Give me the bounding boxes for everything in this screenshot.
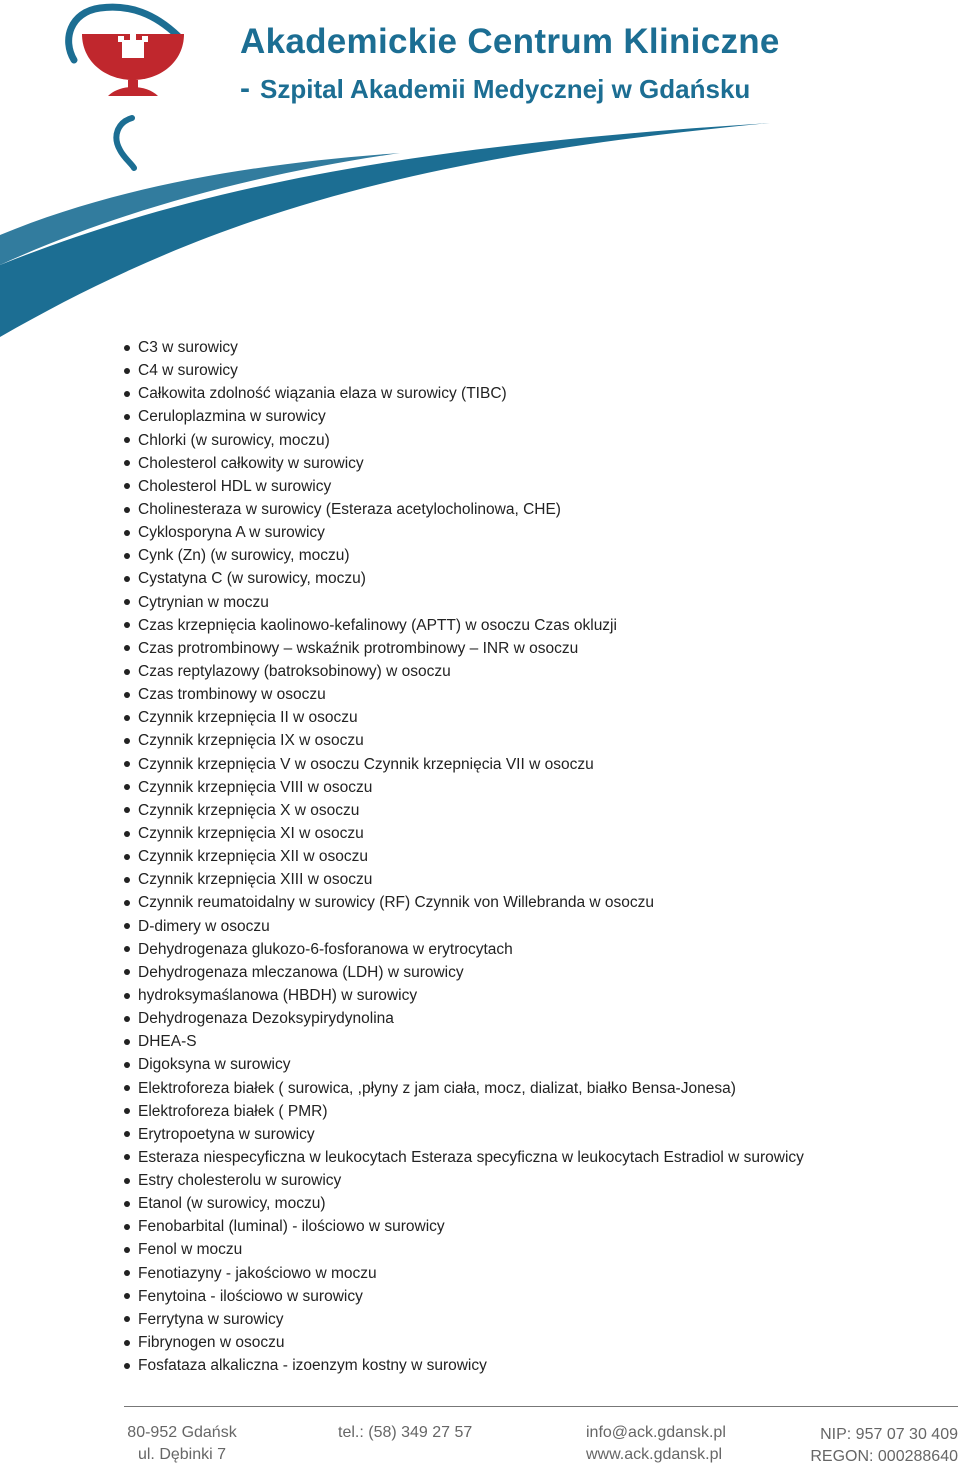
bullet-dot-icon <box>124 738 130 744</box>
list-item <box>124 1331 804 1354</box>
bullet-dot-icon <box>124 345 130 351</box>
list-item-text: Czynnik krzepnięcia II w osoczu <box>138 709 358 727</box>
bullet-dot-icon <box>124 645 130 651</box>
footer-email-link[interactable]: info@ack.gdansk.pl <box>586 1424 726 1441</box>
list-item-text: Czynnik reumatoidalny w surowicy (RF) Czynnik von Willebranda w osoczu <box>138 894 654 912</box>
list-item-text: Fenobarbital (luminal) - ilościowo w surowicy <box>138 1218 445 1236</box>
list-item-text: Chlorki (w surowicy, moczu) <box>138 431 330 449</box>
list-item <box>124 1030 804 1053</box>
bullet-dot-icon <box>124 414 130 420</box>
bullet-dot-icon <box>124 1340 130 1346</box>
list-item <box>124 1100 804 1123</box>
bullet-dot-icon <box>124 1363 130 1369</box>
list-item <box>124 567 804 590</box>
list-item-text: Fosfataza alkaliczna - izoenzym kostny w surowicy <box>138 1357 487 1375</box>
footer-divider <box>124 1406 958 1407</box>
list-item-text: Cholinesteraza w surowicy (Esteraza acetylocholinowa, CHE) <box>138 500 561 518</box>
list-item <box>124 591 804 614</box>
list-item-text: Cholesterol HDL w surowicy <box>138 477 332 495</box>
list-item-text: C4 w surowicy <box>138 362 238 380</box>
list-item-text: Czynnik krzepnięcia XII w osoczu <box>138 848 369 866</box>
list-item <box>124 614 804 637</box>
list-item-text: Czynnik krzepnięcia XIII w osoczu <box>138 871 373 889</box>
list-item <box>124 405 804 428</box>
list-item <box>124 729 804 752</box>
footer-postal: 80-952 Gdańsk <box>127 1424 237 1441</box>
list-item <box>124 1238 804 1261</box>
list-item <box>124 336 804 359</box>
bullet-dot-icon <box>124 437 130 443</box>
list-item <box>124 475 804 498</box>
list-item <box>124 359 804 382</box>
footer-phone-text: tel.: (58) 349 27 57 <box>338 1424 473 1441</box>
list-item-text: Ceruloplazmina w surowicy <box>138 408 326 426</box>
subtitle-dash: - <box>240 72 250 105</box>
list-item <box>124 799 804 822</box>
list-item-text: Czynnik krzepnięcia VIII w osoczu <box>138 778 373 796</box>
list-item <box>124 776 804 799</box>
bullet-dot-icon <box>124 969 130 975</box>
page-title: Akademickie Centrum Kliniczne <box>240 22 780 61</box>
list-item <box>124 1077 804 1100</box>
bullet-dot-icon <box>124 1039 130 1045</box>
bullet-dot-icon <box>124 368 130 374</box>
list-item <box>124 1262 804 1285</box>
list-item-text: Czas krzepnięcia kaolinowo-kefalinowy (APTT) w osoczu Czas okluzji <box>138 616 617 634</box>
bullet-dot-icon <box>124 784 130 790</box>
list-item-text: Cystatyna C (w surowicy, moczu) <box>138 570 366 588</box>
bullet-dot-icon <box>124 1178 130 1184</box>
bullet-dot-icon <box>124 993 130 999</box>
bullet-dot-icon <box>124 1131 130 1137</box>
bullet-dot-icon <box>124 507 130 513</box>
footer-regon: REGON: 000288640 <box>810 1448 958 1465</box>
list-item-text: Fibrynogen w osoczu <box>138 1334 285 1352</box>
list-item <box>124 683 804 706</box>
list-item-text: Dehydrogenaza Dezoksypirydynolina <box>138 1010 394 1028</box>
list-item-text: Dehydrogenaza glukozo-6-fosforanowa w erytrocytach <box>138 940 513 958</box>
bullet-dot-icon <box>124 854 130 860</box>
list-item <box>124 868 804 891</box>
list-item <box>124 1146 804 1169</box>
bullet-dot-icon <box>124 391 130 397</box>
list-item-text: DHEA-S <box>138 1033 197 1051</box>
list-item <box>124 1308 804 1331</box>
list-item <box>124 891 804 914</box>
bullet-dot-icon <box>124 1293 130 1299</box>
footer-street: ul. Dębinki 7 <box>137 1446 227 1463</box>
list-item-text: Digoksyna w surowicy <box>138 1056 291 1074</box>
list-item <box>124 822 804 845</box>
list-item <box>124 429 804 452</box>
footer-nip: NIP: 957 07 30 409 <box>820 1426 958 1443</box>
bullet-dot-icon <box>124 1247 130 1253</box>
list-item <box>124 1053 804 1076</box>
footer-contact <box>586 1422 726 1466</box>
bullet-dot-icon <box>124 1224 130 1230</box>
list-item <box>124 845 804 868</box>
bullet-dot-icon <box>124 923 130 929</box>
list-item <box>124 915 804 938</box>
list-item-text: D-dimery w osoczu <box>138 917 270 935</box>
list-item-text: Esteraza niespecyficzna w leukocytach Esteraza specyficzna w leukocytach Estradiol w surowicy <box>138 1148 804 1166</box>
list-item <box>124 382 804 405</box>
list-item <box>124 544 804 567</box>
bullet-dot-icon <box>124 1270 130 1276</box>
bullet-dot-icon <box>124 599 130 605</box>
test-list <box>124 336 804 1377</box>
list-item-text: Czas protrombinowy – wskaźnik protrombinowy – INR w osoczu <box>138 639 579 657</box>
list-item <box>124 1123 804 1146</box>
bullet-dot-icon <box>124 831 130 837</box>
list-item-text: Cytrynian w moczu <box>138 593 269 611</box>
bullet-dot-icon <box>124 877 130 883</box>
list-item <box>124 521 804 544</box>
list-item <box>124 753 804 776</box>
list-item <box>124 961 804 984</box>
list-item <box>124 452 804 475</box>
bullet-dot-icon <box>124 669 130 675</box>
list-item-text: C3 w surowicy <box>138 339 238 356</box>
list-item <box>124 938 804 961</box>
page-subtitle <box>240 72 750 106</box>
list-item <box>124 1169 804 1192</box>
list-item <box>124 1354 804 1377</box>
list-item-text: Estry cholesterolu w surowicy <box>138 1172 342 1190</box>
list-item-text: hydroksymaślanowa (HBDH) w surowicy <box>138 986 418 1004</box>
list-item-text: Dehydrogenaza mleczanowa (LDH) w surowicy <box>138 963 464 981</box>
list-item-text: Elektroforeza białek ( surowica, ,płyny z jam ciała, mocz, dializat, białko Bensa-Jonesa) <box>138 1079 736 1097</box>
bullet-dot-icon <box>124 1316 130 1322</box>
bullet-dot-icon <box>124 807 130 813</box>
list-item-text: Czas trombinowy w osoczu <box>138 686 326 704</box>
list-item-text: Czas reptylazowy (batroksobinowy) w osoczu <box>138 662 451 680</box>
bullet-dot-icon <box>124 692 130 698</box>
list-item <box>124 984 804 1007</box>
bullet-dot-icon <box>124 1085 130 1091</box>
bullet-dot-icon <box>124 553 130 559</box>
bullet-dot-icon <box>124 900 130 906</box>
bullet-dot-icon <box>124 1016 130 1022</box>
bullet-dot-icon <box>124 1062 130 1068</box>
footer-address <box>124 1422 240 1466</box>
list-item-text: Czynnik krzepnięcia V w osoczu Czynnik krzepnięcia VII w osoczu <box>138 755 594 773</box>
footer-ids <box>808 1424 958 1468</box>
subtitle-text: Szpital Akademii Medycznej w Gdańsku <box>260 74 751 104</box>
list-item-text: Czynnik krzepnięcia X w osoczu <box>138 801 360 819</box>
list-item-text: Czynnik krzepnięcia IX w osoczu <box>138 732 364 750</box>
list-item <box>124 660 804 683</box>
list-item-text: Ferrytyna w surowicy <box>138 1310 284 1328</box>
bullet-dot-icon <box>124 460 130 466</box>
list-item-text: Fenytoina - ilościowo w surowicy <box>138 1287 363 1305</box>
bullet-dot-icon <box>124 483 130 489</box>
list-item-text: Cyklosporyna A w surowicy <box>138 524 325 542</box>
bullet-dot-icon <box>124 576 130 582</box>
bullet-dot-icon <box>124 761 130 767</box>
list-item <box>124 706 804 729</box>
list-item-text: Erytropoetyna w surowicy <box>138 1125 315 1143</box>
list-item-text: Elektroforeza białek ( PMR) <box>138 1102 328 1120</box>
list-item-text: Cynk (Zn) (w surowicy, moczu) <box>138 547 350 565</box>
footer-phone <box>338 1422 472 1444</box>
list-item <box>124 498 804 521</box>
list-item <box>124 1192 804 1215</box>
list-item <box>124 637 804 660</box>
bullet-dot-icon <box>124 530 130 536</box>
bullet-dot-icon <box>124 1108 130 1114</box>
header-swoosh-decoration <box>0 115 960 345</box>
list-item-text: Całkowita zdolność wiązania elaza w surowicy (TIBC) <box>138 385 507 403</box>
list-item-text: Etanol (w surowicy, moczu) <box>138 1195 326 1213</box>
bullet-dot-icon <box>124 622 130 628</box>
list-item <box>124 1007 804 1030</box>
list-item-text: Fenol w moczu <box>138 1241 243 1259</box>
list-item <box>124 1285 804 1308</box>
bullet-dot-icon <box>124 1154 130 1160</box>
footer-website-link[interactable]: www.ack.gdansk.pl <box>586 1446 723 1463</box>
bullet-dot-icon <box>124 715 130 721</box>
bullet-dot-icon <box>124 1201 130 1207</box>
bullet-dot-icon <box>124 946 130 952</box>
list-item-text: Cholesterol całkowity w surowicy <box>138 454 364 472</box>
list-item <box>124 1215 804 1238</box>
list-item-text: Czynnik krzepnięcia XI w osoczu <box>138 824 364 842</box>
list-item-text: Fenotiazyny - jakościowo w moczu <box>138 1264 377 1282</box>
